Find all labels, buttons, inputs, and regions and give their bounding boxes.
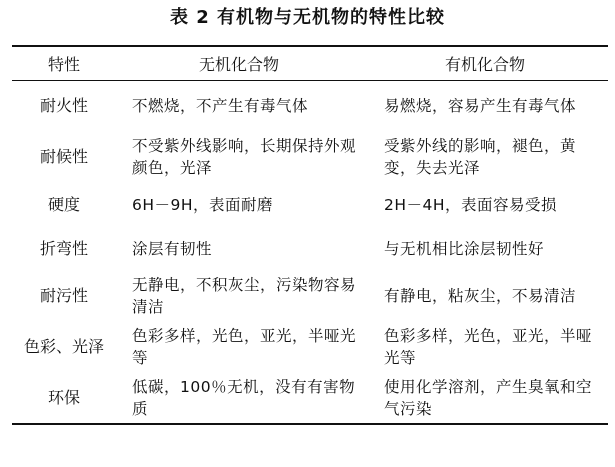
table-row <box>12 271 608 322</box>
table-row <box>12 132 608 183</box>
row-property: 硬度 <box>47 194 80 214</box>
row-inorganic: 低碳，100％无机，没有有害物质 <box>132 377 356 418</box>
row-inorganic: 不受紫外线影响，长期保持外观颜色，光泽 <box>132 137 357 177</box>
row-inorganic: 色彩多样，光色，亚光，半哑光等 <box>132 327 357 367</box>
row-inorganic: 6H－9H，表面耐磨 <box>132 195 274 214</box>
row-inorganic: 无静电，不积灰尘，污染物容易清洁 <box>132 276 357 316</box>
row-organic: 与无机相比涂层韧性好 <box>384 239 545 258</box>
table-caption: 表 2 有机物与无机物的特性比较 <box>169 7 446 28</box>
row-organic: 受紫外线的影响，褪色，黄变，失去光泽 <box>384 137 577 177</box>
row-inorganic: 涂层有韧性 <box>132 239 213 258</box>
row-property: 折弯性 <box>39 238 88 258</box>
row-organic: 有静电，粘灰尘，不易清洁 <box>384 287 577 305</box>
row-property: 环保 <box>47 387 80 407</box>
table-row <box>12 183 608 227</box>
row-organic: 色彩多样，光色，亚光，半哑光等 <box>384 327 593 367</box>
header-inorganic: 无机化合物 <box>116 46 362 81</box>
table-header-row <box>12 46 608 81</box>
row-organic: 易燃烧，容易产生有毒气体 <box>384 97 577 116</box>
row-property: 色彩、光泽 <box>23 337 104 356</box>
row-property: 耐火性 <box>39 96 88 116</box>
header-organic: 有机化合物 <box>362 46 608 81</box>
row-property: 耐候性 <box>39 147 88 166</box>
table-row <box>12 81 608 132</box>
table-row <box>12 227 608 271</box>
row-organic: 使用化学溶剂，产生臭氧和空气污染 <box>384 377 593 418</box>
row-inorganic: 不燃烧，不产生有毒气体 <box>132 97 309 116</box>
comparison-table <box>12 45 608 425</box>
table-row <box>12 322 608 373</box>
row-organic: 2H－4H，表面容易受损 <box>384 195 558 214</box>
table-row <box>12 373 608 424</box>
row-property: 耐污性 <box>39 286 88 305</box>
header-property: 特性 <box>12 46 116 81</box>
